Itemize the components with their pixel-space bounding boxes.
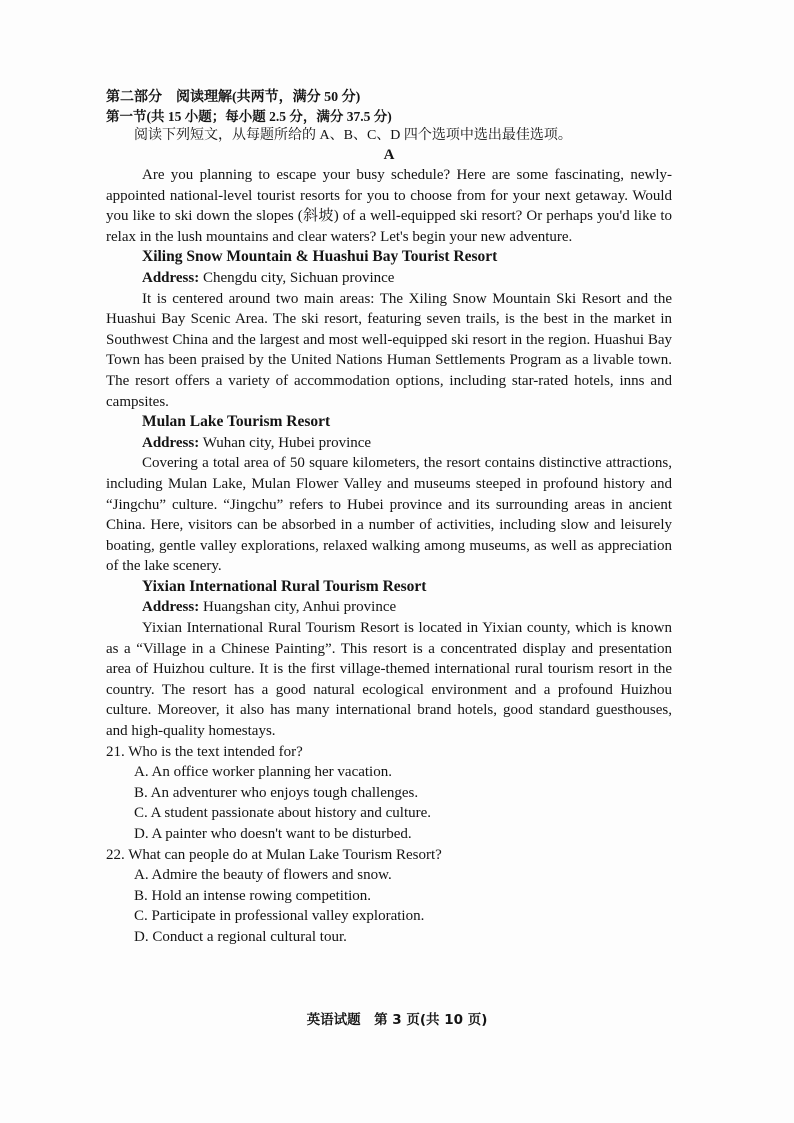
answer-option: D. A painter who doesn't want to be disturbed.	[134, 826, 412, 842]
resort-name-3: Yixian International Rural Tourism Resort	[142, 577, 427, 595]
resort-name-1: Xiling Snow Mountain & Huashui Bay Tourist Resort	[142, 248, 498, 266]
address-value: Huangshan city, Anhui province	[202, 599, 397, 616]
address-value: Chengdu city, Sichuan province	[202, 269, 395, 286]
resort-name-2: Mulan Lake Tourism Resort	[142, 413, 331, 431]
address-label: Address:	[142, 599, 200, 616]
passage-intro: Are you planning to escape your busy schedule? Here are some fascinating, newly-appointed national-level tourist resorts for you to choose from for your next getaway. Would you like to ski down the slopes (斜坡) of a well-equipped ski resort? Or perhaps you'd like to relax in the lush mountains and clear waters? Let's begin your new adventure.	[106, 167, 672, 245]
address-value: Wuhan city, Hubei province	[202, 434, 372, 451]
sub-heading: 第一节(共 15 小题；每小题 2.5 分，满分 37.5 分)	[106, 109, 392, 124]
resort-address-1	[106, 268, 672, 289]
resort-description-1: It is centered around two main areas: The Xiling Snow Mountain Ski Resort and the Huashui Bay Scenic Area. The ski resort, featuring seven trails, is the best in the market in Southwest China and the largest and most well-equipped ski resort in the region. Huashui Bay Town has been praised by the United Nations Human Settlements Program as a livable town. The resort offers a variety of accommodation options, including star-rated hotels, inns and campsites.	[106, 290, 672, 410]
address-label: Address:	[142, 434, 200, 451]
page-content	[106, 88, 672, 948]
answer-option: A. An office worker planning her vacation.	[134, 764, 392, 781]
resort-description-3: Yixian International Rural Tourism Resort is located in Yixian county, which is known as a “Village in a Chinese Painting”. This resort is a concentrated display and presentation area of Huizhou culture. It is the first village-themed international rural tourism resort in the country. The resort has a good natural ecological environment and a profound Huizhou culture. Moreover, it also has many international brand hotels, good standard guesthouses, and high-quality homestays.	[106, 620, 672, 740]
instruction: 阅读下列短文，从每题所给的 A、B、C、D 四个选项中选出最佳选项。	[134, 128, 572, 143]
address-label: Address:	[142, 269, 200, 286]
answer-option: A. Admire the beauty of flowers and snow.	[134, 867, 392, 884]
passage-label: A	[383, 147, 395, 163]
resort-description-2: Covering a total area of 50 square kilometers, the resort contains distinctive attractions, including Mulan Lake, Mulan Flower Valley and museums steeped in profound history and “Jingchu” culture. “Jingchu” refers to Hubei province and its surrounding areas in ancient China. Here, visitors can be absorbed in a number of activities, including slow and leisurely boating, gentle valley explorations, relaxed walking among museums, as well as appreciation of the lake scenery.	[106, 455, 672, 575]
question-stem: 22. What can people do at Mulan Lake Tourism Resort?	[106, 846, 442, 863]
part-heading: 第二部分 阅读理解(共两节，满分 50 分)	[106, 90, 361, 105]
answer-option: C. A student passionate about history and culture.	[134, 805, 432, 822]
answer-option: B. Hold an intense rowing competition.	[134, 887, 372, 904]
answer-option: D. Conduct a regional cultural tour.	[134, 928, 347, 945]
resort-address-3	[106, 597, 672, 618]
page-footer: 英语试题 第 3 页(共 10 页)	[306, 1012, 488, 1028]
answer-option: C. Participate in professional valley exploration.	[134, 908, 425, 925]
resort-address-2	[106, 433, 672, 454]
answer-option: B. An adventurer who enjoys tough challenges.	[134, 784, 419, 801]
question-stem: 21. Who is the text intended for?	[106, 743, 303, 760]
